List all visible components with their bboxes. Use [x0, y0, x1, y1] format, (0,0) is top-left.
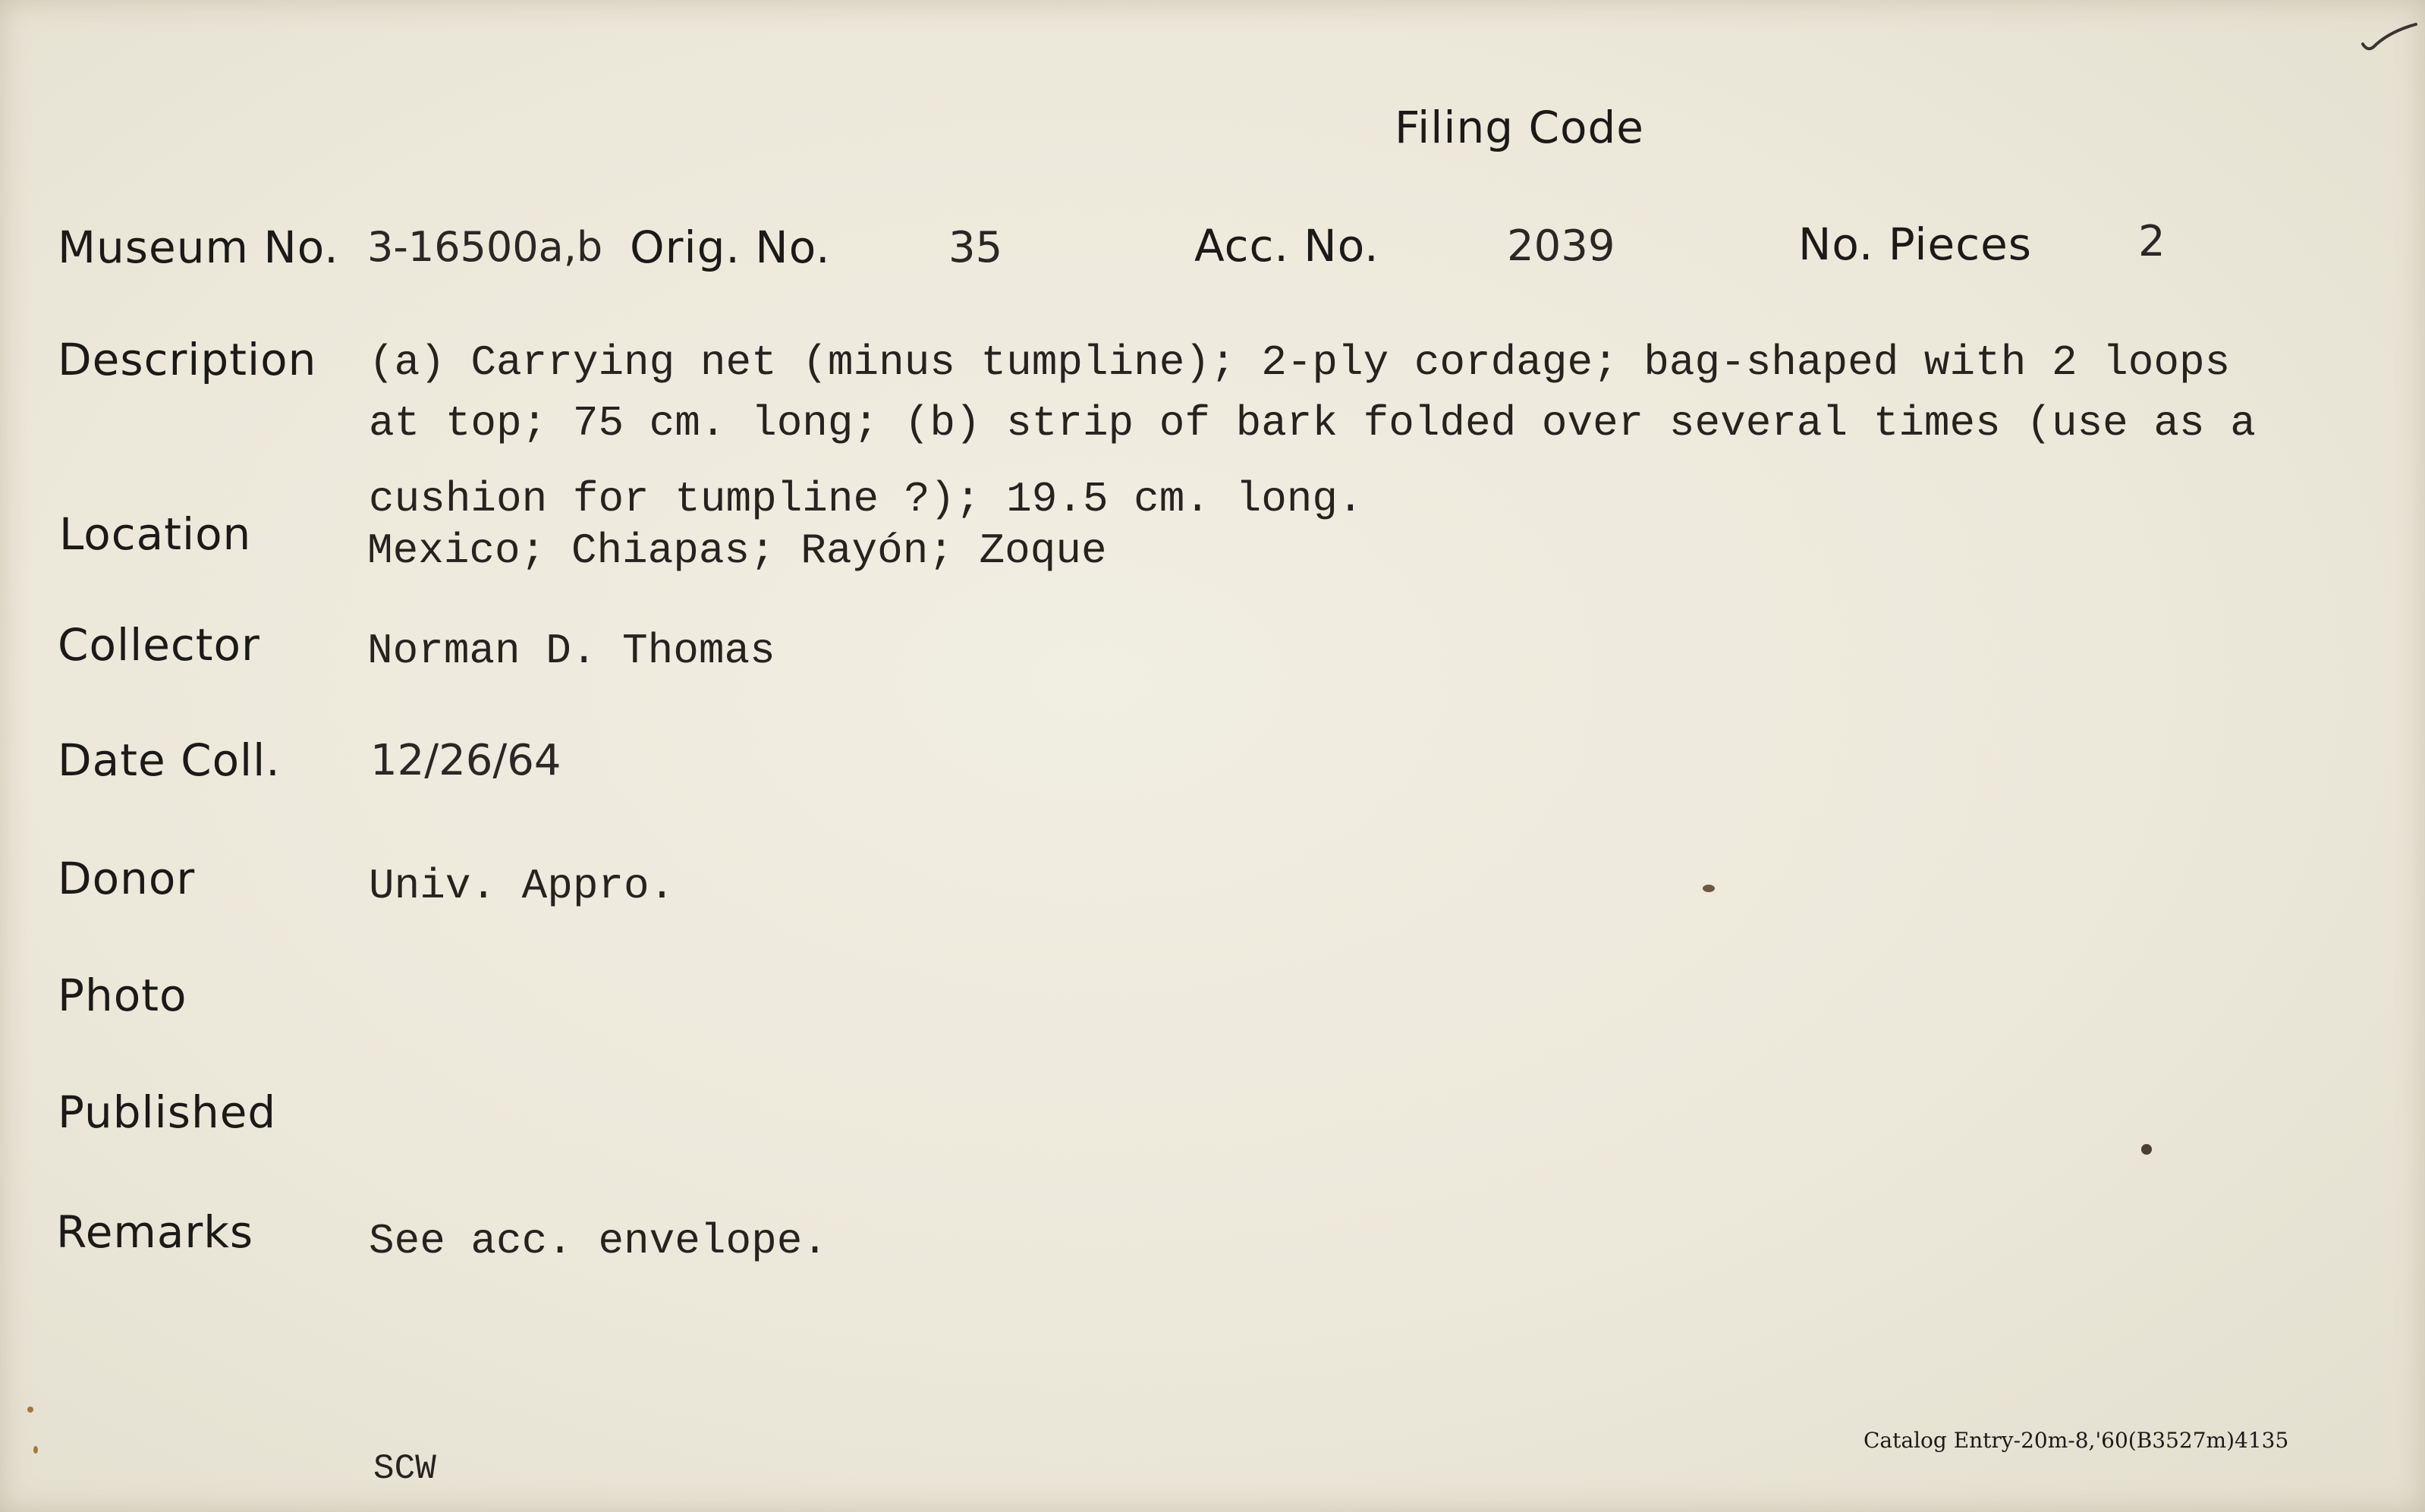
check-mark-icon	[2358, 21, 2419, 55]
initials: SCW	[373, 1449, 436, 1488]
description-label: Description	[58, 334, 317, 385]
ink-speck	[1703, 885, 1715, 892]
date-coll-label: Date Coll.	[58, 734, 281, 786]
acc-no-value: 2039	[1507, 222, 1615, 271]
description-line-1: (a) Carrying net (minus tumpline); 2-ply cordage; bag-shaped with 2 loops	[369, 338, 2231, 387]
museum-no-label: Museum No.	[58, 222, 339, 273]
donor-value: Univ. Appro.	[369, 862, 675, 910]
date-coll-value: 12/26/64	[370, 736, 561, 785]
location-value: Mexico; Chiapas; Rayón; Zoque	[367, 527, 1107, 575]
no-pieces-label: No. Pieces	[1798, 218, 2033, 270]
orig-no-value: 35	[948, 223, 1003, 272]
museum-no-value: 3-16500a,b	[367, 223, 603, 271]
donor-label: Donor	[58, 853, 196, 904]
remarks-label: Remarks	[56, 1206, 254, 1258]
description-line-3: cushion for tumpline ?); 19.5 cm. long.	[369, 475, 1363, 523]
description-line-2: at top; 75 cm. long; (b) strip of bark folded over several times (use as a	[369, 399, 2256, 448]
photo-label: Photo	[58, 970, 187, 1021]
orig-no-label: Orig. No.	[630, 222, 831, 273]
published-label: Published	[58, 1086, 277, 1138]
collector-value: Norman D. Thomas	[367, 627, 775, 675]
filing-code-label: Filing Code	[1395, 102, 1644, 153]
location-label: Location	[59, 508, 252, 560]
remarks-value: See acc. envelope.	[369, 1217, 828, 1265]
catalog-footer: Catalog Entry-20m-8,'60(B3527m)4135	[1864, 1428, 2289, 1453]
no-pieces-value: 2	[2138, 217, 2166, 266]
ink-speck	[33, 1446, 38, 1454]
acc-no-label: Acc. No.	[1194, 220, 1379, 272]
ink-speck	[27, 1407, 33, 1413]
ink-speck	[2141, 1144, 2152, 1155]
collector-label: Collector	[58, 619, 260, 671]
